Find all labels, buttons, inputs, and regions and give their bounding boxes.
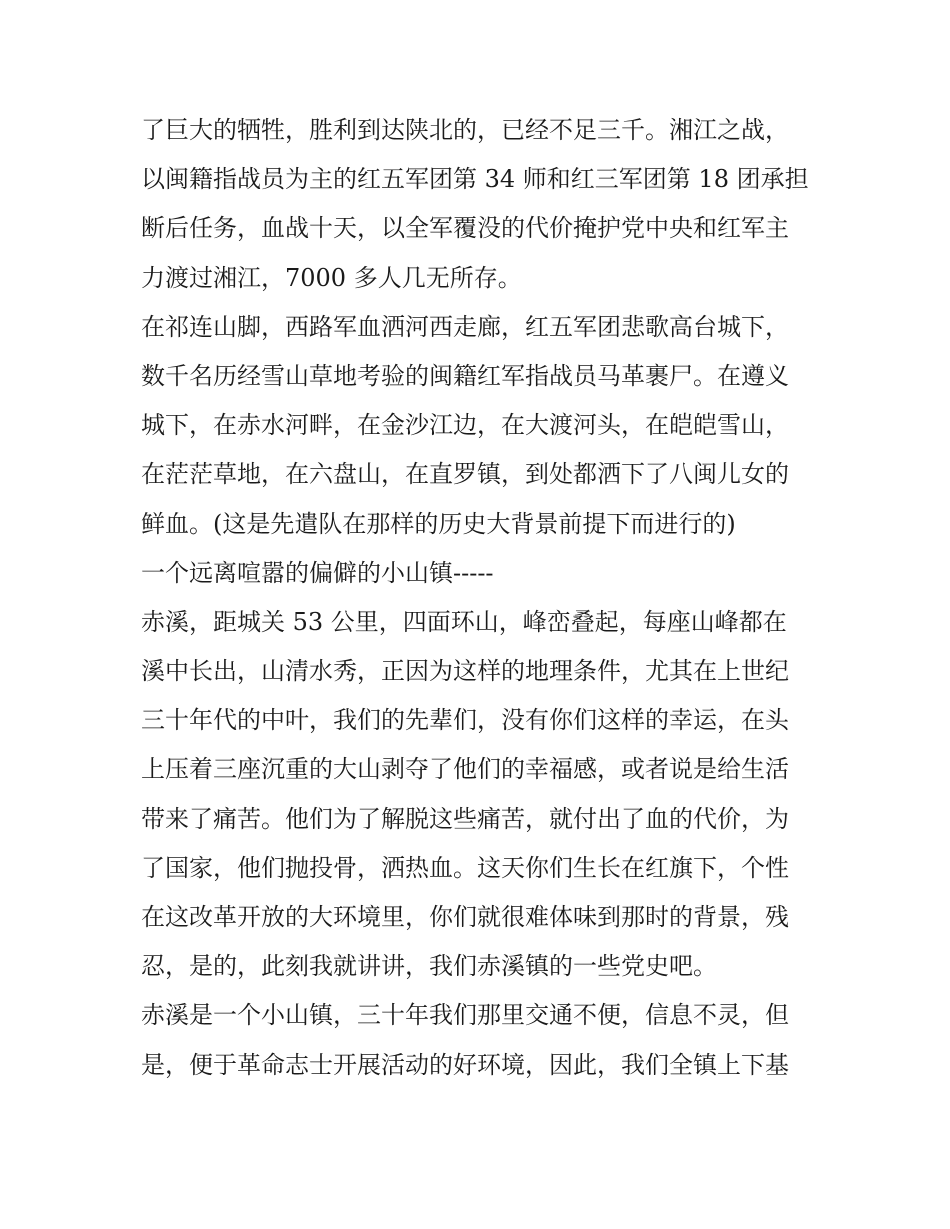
- text-line: 溪中长出，山清水秀，正因为这样的地理条件，尤其在上世纪: [141, 657, 789, 686]
- text-line: 带来了痛苦。他们为了解脱这些痛苦，就付出了血的代价，为: [141, 804, 789, 833]
- text-line: 鲜血。(这是先遣队在那样的历史大背景前提下而进行的): [141, 509, 736, 538]
- text-line: 上压着三座沉重的大山剥夺了他们的幸福感，或者说是给生活: [141, 755, 789, 784]
- text-line: 一个远离喧嚣的偏僻的小山镇-----: [141, 558, 494, 587]
- text-line: 城下，在赤水河畔，在金沙江边，在大渡河头，在皑皑雪山，: [141, 411, 789, 440]
- text-line: 在这改革开放的大环境里，你们就很难体味到那时的背景，残: [141, 903, 789, 931]
- text-line: 断后任务，血战十天，以全军覆没的代价掩护党中央和红军主: [141, 214, 789, 243]
- text-line: 力渡过湘江，7000 多人几无所存。: [141, 263, 522, 292]
- text-line: 数千名历经雪山草地考验的闽籍红军指战员马革裹尸。在遵义: [141, 361, 789, 390]
- text-line: 三十年代的中叶，我们的先辈们，没有你们这样的幸运，在头: [141, 706, 789, 735]
- text-line: 了国家，他们抛投骨，洒热血。这天你们生长在红旗下，个性: [141, 853, 789, 882]
- text-line: 赤溪是一个小山镇，三十年我们那里交通不便，信息不灵，但: [141, 1001, 789, 1030]
- text-line: 赤溪，距城关 53 公里，四面环山，峰峦叠起，每座山峰都在: [141, 607, 787, 636]
- text-line: 在茫茫草地，在六盘山，在直罗镇，到处都洒下了八闽儿女的: [141, 460, 789, 489]
- text-line: 了巨大的牺牲，胜利到达陕北的，已经不足三千。湘江之战，: [141, 116, 789, 144]
- text-line: 以闽籍指战员为主的红五军团第 34 师和红三军团第 18 团承担: [141, 165, 809, 194]
- text-line: 是，便于革命志士开展活动的好环境，因此，我们全镇上下基: [141, 1050, 789, 1079]
- text-line: 忍，是的，此刻我就讲讲，我们赤溪镇的一些党史吧。: [141, 952, 717, 981]
- text-line: 在祁连山脚，西路军血洒河西走廊，红五军团悲歌高台城下，: [141, 312, 789, 341]
- body-text: [141, 106, 831, 1090]
